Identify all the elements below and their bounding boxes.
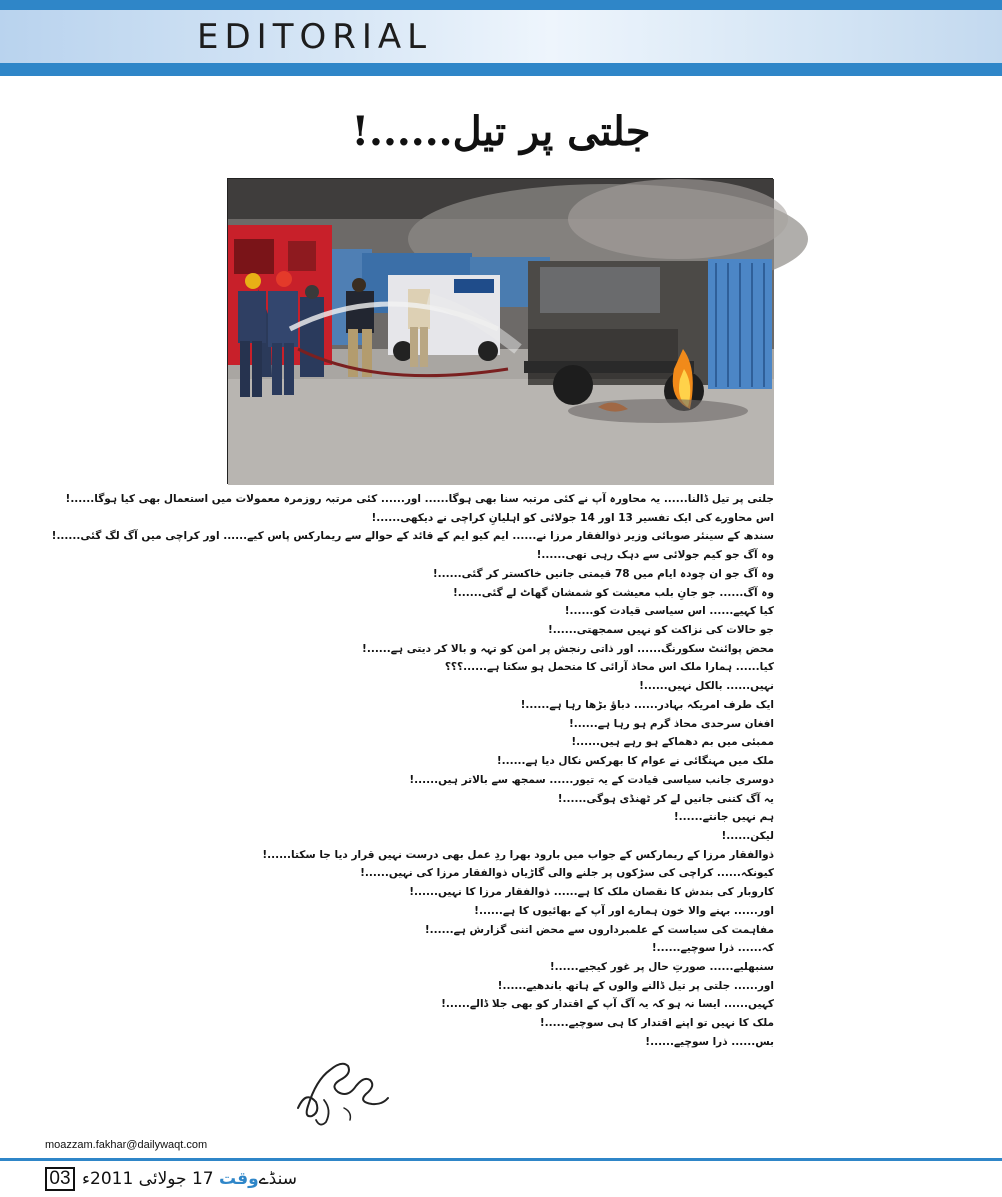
body-line: لیکن......! bbox=[721, 829, 774, 842]
header-bottom-rule bbox=[0, 63, 1002, 76]
body-line: وہ آگ...... جو جانِ بلب معیشت کو شمشان گھاٹ لے گئی......! bbox=[452, 586, 774, 599]
body-line: ملک کا نہیں تو اپنے اقتدار کا ہی سوچیے......! bbox=[539, 1017, 774, 1030]
editorial-body bbox=[51, 490, 774, 1052]
body-line: دوسری جانب سیاسی قیادت کے یہ تیور...... سمجھ سے بالاتر ہیں......! bbox=[409, 773, 774, 786]
editorial-headline: جلتی پر تیل......! bbox=[351, 108, 651, 155]
newspaper-logo: وقت bbox=[219, 1169, 259, 1189]
body-line: وہ آگ جو ان چودہ ایام میں 78 قیمتی جانیں خاکستر کر گئی......! bbox=[432, 567, 774, 580]
body-line: افغان سرحدی محاذ گرم ہو رہا ہے......! bbox=[569, 717, 774, 730]
section-title: EDITORIAL bbox=[197, 17, 433, 57]
header-top-rule bbox=[0, 0, 1002, 10]
body-line: کیونکہ...... کراچی کی سڑکوں پر جلنے والی گاڑیاں ذوالفقار مرزا کی نہیں......! bbox=[360, 867, 774, 880]
editor-email-link[interactable]: moazzam.fakhar@dailywaqt.com bbox=[45, 1139, 208, 1151]
editor-signature bbox=[286, 1050, 396, 1130]
issue-date: 17 جولائی 2011ء bbox=[82, 1169, 214, 1189]
body-line: اور...... بہنے والا خون ہمارے اور آپ کے بھائیوں کا ہے......! bbox=[474, 904, 774, 917]
body-line: کیا...... ہمارا ملک اس محاذ آرائی کا متحمل ہو سکتا ہے......؟؟؟ bbox=[444, 661, 774, 674]
body-line: کہ...... ذرا سوچیے......! bbox=[651, 942, 774, 955]
footer-section: سنڈے bbox=[258, 1169, 297, 1189]
body-line: کیا کہیے...... اس سیاسی قیادت کو......! bbox=[564, 605, 774, 618]
body-line: محض پوائنٹ سکورنگ...... اور ذاتی رنجش پر امن کو تہہ و بالا کر دیتی ہے......! bbox=[362, 642, 774, 655]
news-photo bbox=[227, 178, 773, 484]
body-line: مفاہمت کی سیاست کے علمبرداروں سے محض اتنی گزارش ہے......! bbox=[424, 923, 774, 936]
footer-dateline bbox=[82, 1164, 297, 1194]
body-line: اور...... جلتی پر تیل ڈالنے والوں کے ہاتھ باندھیے......! bbox=[497, 979, 774, 992]
page-number: 03 bbox=[45, 1167, 75, 1191]
body-line: یہ آگ کتنی جانیں لے کر ٹھنڈی ہوگی......! bbox=[557, 792, 774, 805]
body-line: جو حالات کی نزاکت کو نہیں سمجھتی......! bbox=[547, 624, 774, 637]
body-line: سندھ کے سینئر صوبائی وزیر ذوالفقار مرزا نے...... ایم کیو ایم کے قائد کے حوالے سے ریمارکس پاس کیے...... اور کراچی میں آگ لگ گئی......! bbox=[51, 530, 774, 543]
body-line: ذوالفقار مرزا کے ریمارکس کے جواب میں بارود بھرا ردِ عمل بھی درست نہیں قرار دیا جا سکتا......! bbox=[262, 848, 774, 861]
body-line: جلتی پر تیل ڈالنا...... یہ محاورہ آپ نے کئی مرتبہ سنا بھی ہوگا...... اور...... کئی مرتبہ روزمرہ معمولات میں استعمال بھی کیا ہوگا......! bbox=[65, 493, 774, 505]
body-line: نہیں...... بالکل نہیں......! bbox=[639, 680, 774, 693]
body-line: سنبھلیے...... صورتِ حال پر غور کیجیے......! bbox=[549, 960, 774, 973]
body-line: کہیں...... ایسا نہ ہو کہ یہ آگ آپ کے اقتدار کو بھی جلا ڈالے......! bbox=[441, 998, 774, 1011]
body-line: بس...... ذرا سوچیے......! bbox=[645, 1035, 774, 1048]
body-line: ایک طرف امریکہ بہادر...... دباؤ بڑھا رہا ہے......! bbox=[520, 698, 774, 711]
body-line: کاروبار کی بندش کا نقصان ملک کا ہے...... ذوالفقار مرزا کا نہیں......! bbox=[409, 886, 774, 899]
body-line: ہم نہیں جانتے......! bbox=[673, 811, 774, 824]
body-line: وہ آگ جو کیم جولائی سے دہک رہی تھی......! bbox=[536, 549, 774, 562]
footer-rule bbox=[0, 1158, 1002, 1161]
body-line: اس محاورے کی ایک تفسیر 13 اور 14 جولائی کو اہلیانِ کراچی نے دیکھی......! bbox=[371, 511, 774, 524]
body-line: ممبئی میں بم دھماکے ہو رہے ہیں......! bbox=[571, 736, 774, 749]
body-line: ملک میں مہنگائی نے عوام کا بھرکس نکال دیا ہے......! bbox=[496, 755, 774, 768]
